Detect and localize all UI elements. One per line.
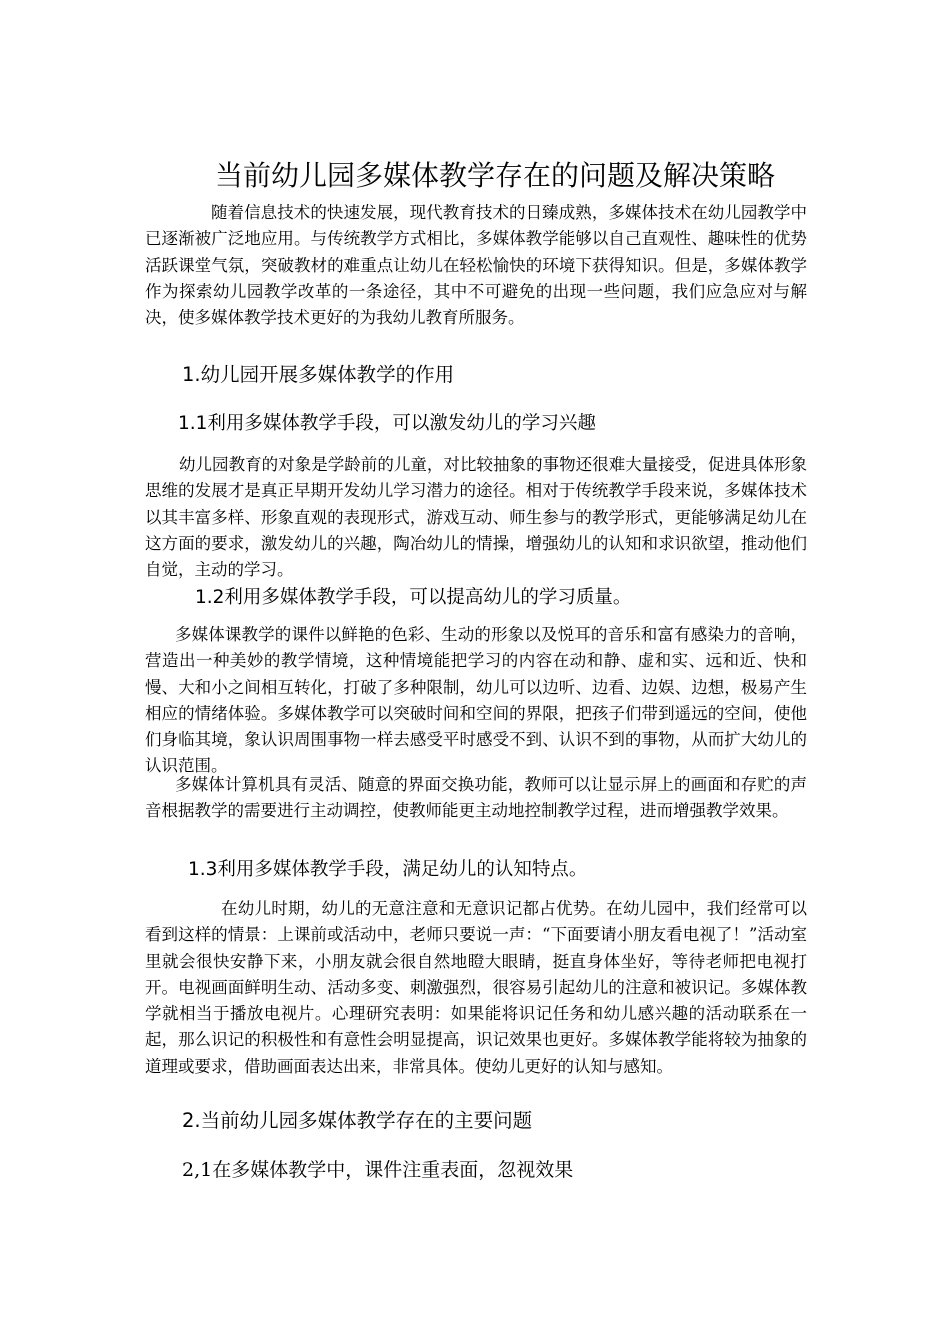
document-title: 当前幼儿园多媒体教学存在的问题及解决策略 [214,159,775,192]
section-1-2-paragraph-1: 多媒体课教学的课件以鲜艳的色彩、生动的形象以及悦耳的音乐和富有感染力的音响，营造出一种美妙的教学情境，这种情境能把学习的内容在动和静、虚和实、远和近、快和慢、大和小之间相互转化，打破了多种限制，幼儿可以边听、边看、边娱、边想，极易产生相应的情绪体验。多媒体教学可以突破时间和空间的界限，把孩子们带到遥远的空间，使他们身临其境，象认识周围事物一样去感受平时感受不到、认识不到的事物，从而扩大幼儿的认识范围。 [145,625,807,776]
section-1-3-paragraph: 在幼儿时期，幼儿的无意注意和无意识记都占优势。在幼儿园中，我们经常可以看到这样的情景：上课前或活动中，老师只要说一声：“下面要请小朋友看电视了！”活动室里就会很快安静下来，小朋友就会很自然地瞪大眼睛，挺直身体坐好，等待老师把电视打开。电视画面鲜明生动、活动多变、刺激强烈，很容易引起幼儿的注意和被识记。多媒体教学就相当于播放电视片。心理研究表明：如果能将识记任务和幼儿感兴趣的活动联系在一起，那么识记的积极性和有意性会明显提高，识记效果也更好。多媒体教学能将较为抽象的道理或要求，借助画面表达出来，非常具体。使幼儿更好的认知与感知。 [145,899,807,1076]
section-1-heading: 1.幼儿园开展多媒体教学的作用 [182,363,455,386]
section-1-1-heading: 1.1利用多媒体教学手段，可以激发幼儿的学习兴趣 [178,413,596,434]
section-1-2-paragraph-2: 多媒体计算机具有灵活、随意的界面交换功能，教师可以让显示屏上的画面和存贮的声音根据教学的需要进行主动调控，使教师能更主动地控制教学过程，进而增强教学效果。 [145,775,807,821]
section-2-1-heading: 2,1在多媒体教学中，课件注重表面，忽视效果 [182,1159,574,1181]
section-1-2-heading: 1.2利用多媒体教学手段，可以提高幼儿的学习质量。 [195,587,632,608]
section-1-3-heading: 1.3利用多媒体教学手段，满足幼儿的认知特点。 [188,859,588,880]
section-1-1-paragraph: 幼儿园教育的对象是学龄前的儿童，对比较抽象的事物还很难大量接受，促进具体形象思维的发展才是真正早期开发幼儿学习潜力的途径。相对于传统教学手段来说，多媒体技术以其丰富多样、形象直观的表现形式，游戏互动、师生参与的教学形式，更能够满足幼儿在这方面的要求，激发幼儿的兴趣，陶冶幼儿的情操，增强幼儿的认知和求识欲望，推动他们自觉，主动的学习。 [145,455,807,580]
intro-paragraph: 随着信息技术的快速发展，现代教育技术的日臻成熟，多媒体技术在幼儿园教学中已逐渐被广泛地应用。与传统教学方式相比，多媒体教学能够以自己直观性、趣味性的优势活跃课堂气氛，突破教材的难重点让幼儿在轻松愉快的环境下获得知识。但是，多媒体教学作为探索幼儿园教学改革的一条途径，其中不可避免的出现一些问题，我们应急应对与解决，使多媒体教学技术更好的为我幼儿教育所服务。 [145,203,807,328]
section-2-heading: 2.当前幼儿园多媒体教学存在的主要问题 [182,1109,533,1132]
